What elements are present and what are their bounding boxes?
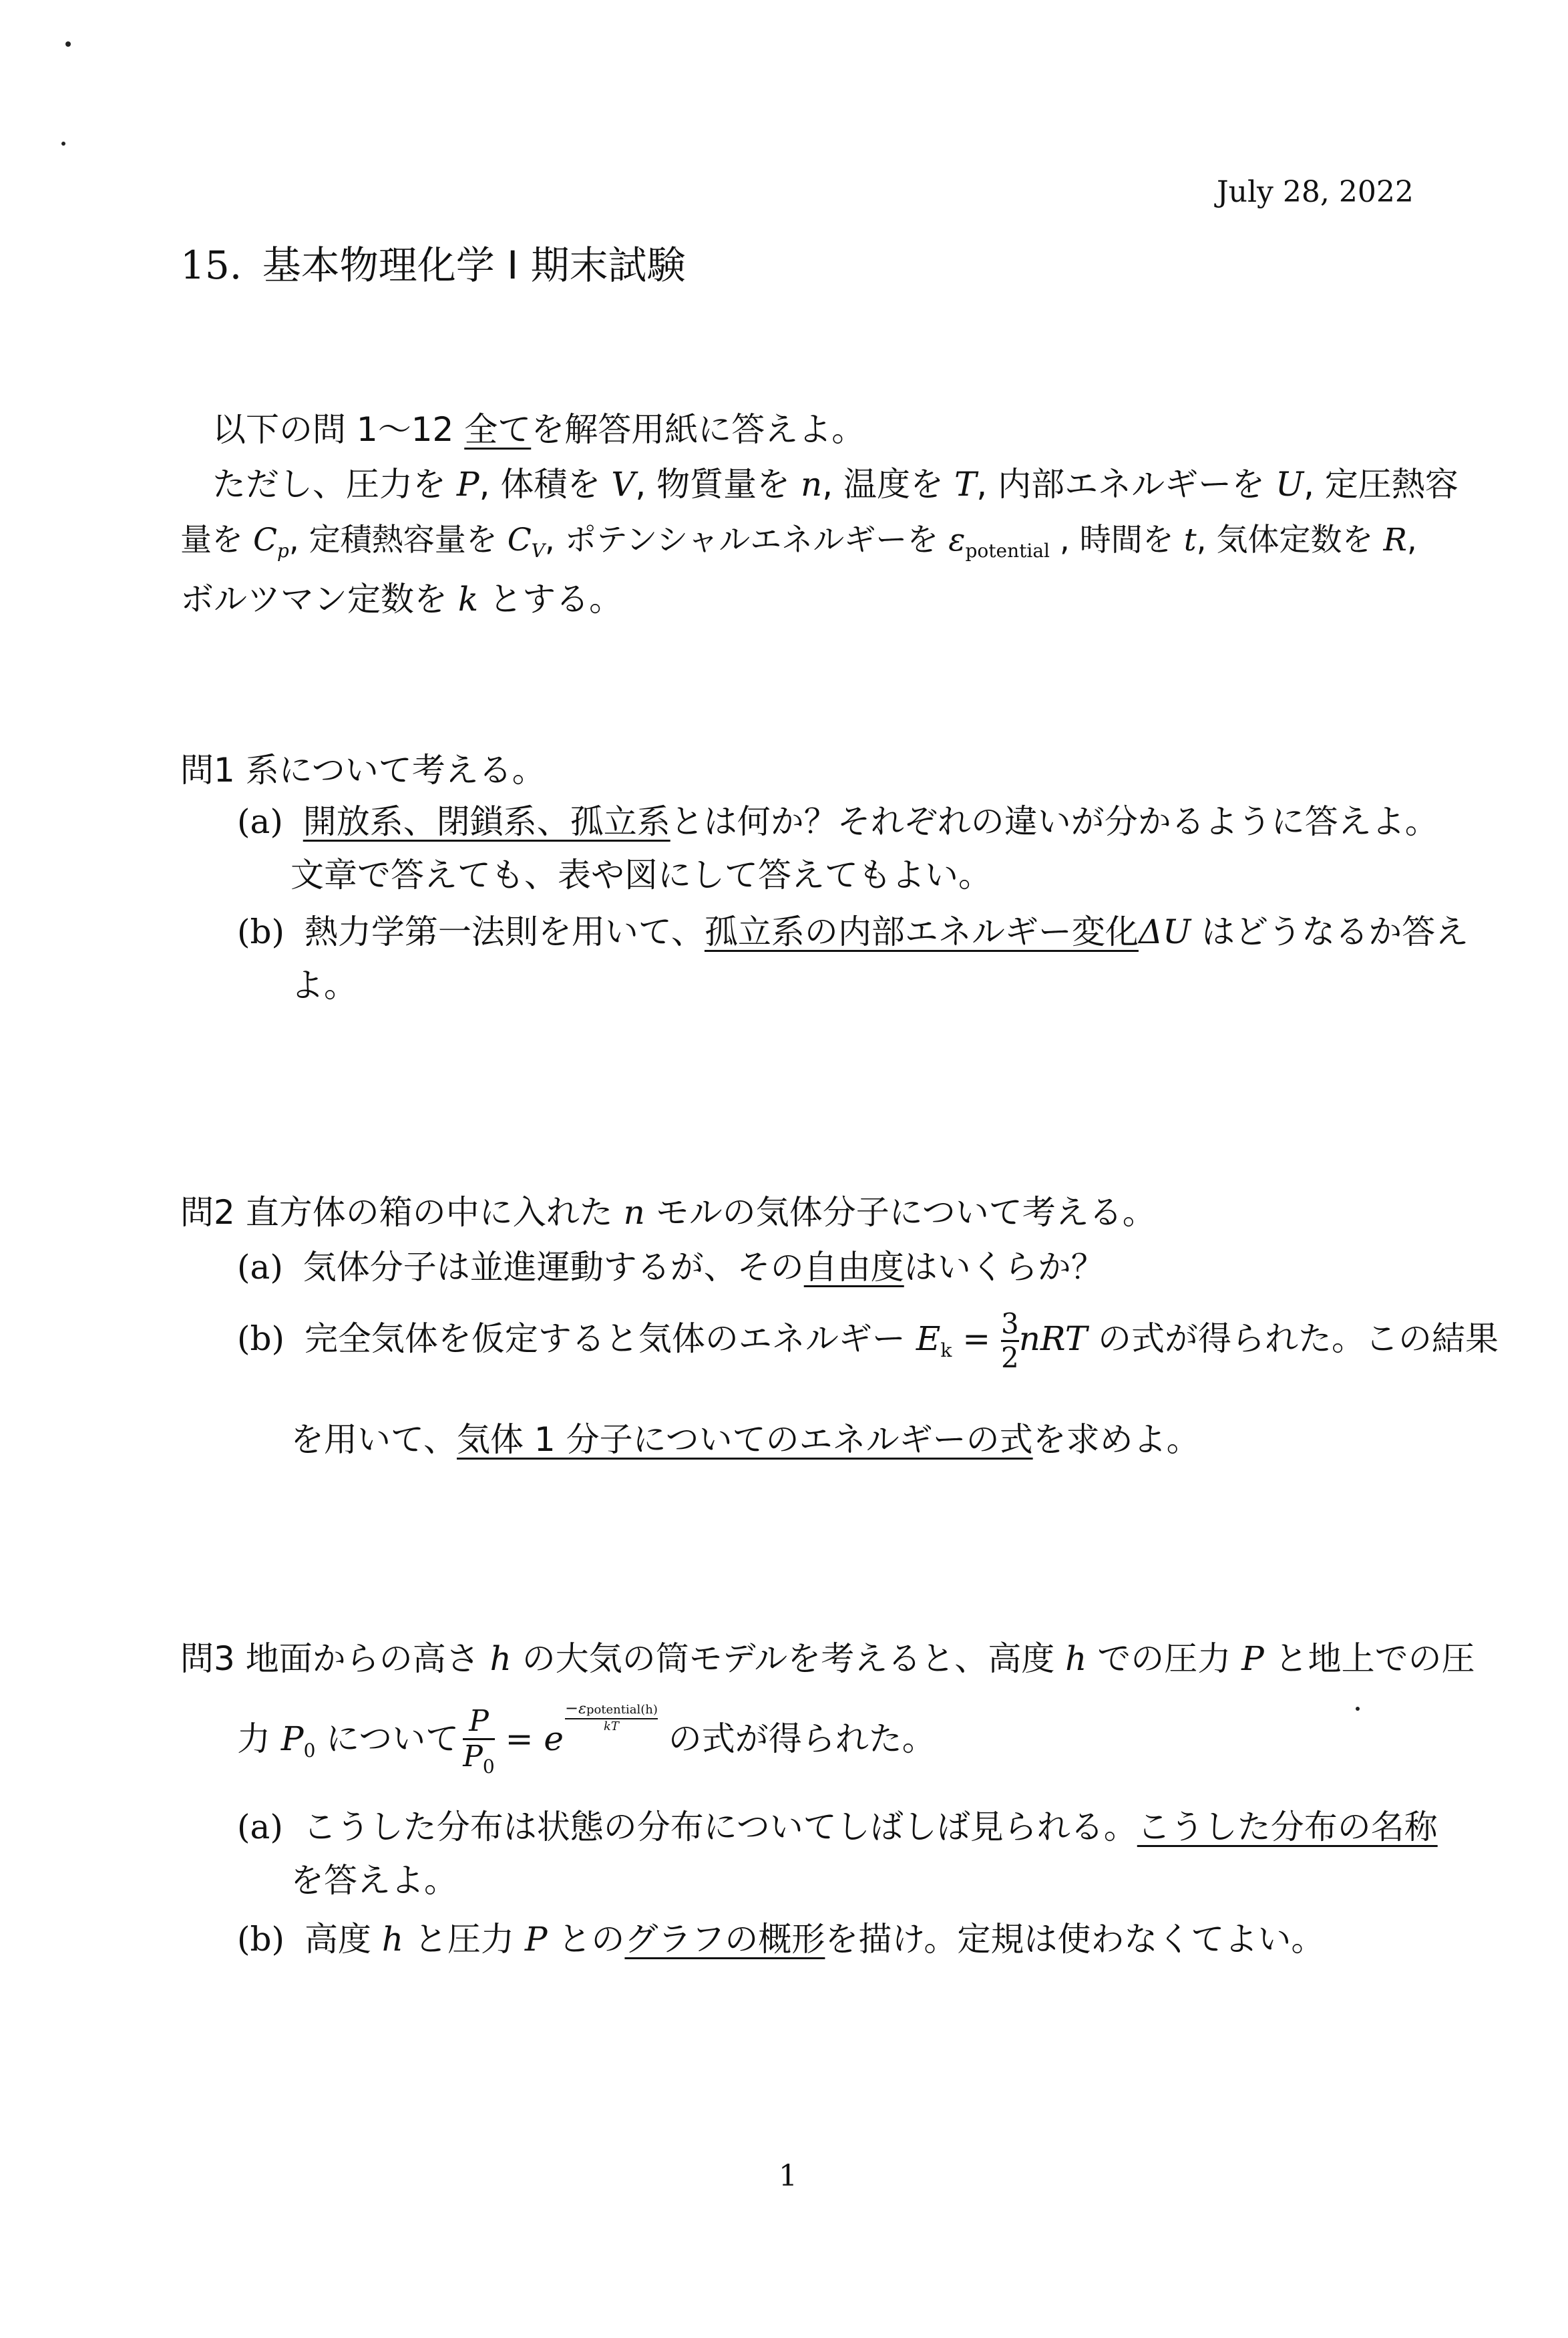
q3-formula-line: 力 $P_0$ について $\frac{P}{P_0}$ = e $\frac{\text{−εpotential(h)}}{kT}$ の式が得られた。 (237, 1699, 936, 1778)
q2-heading: 問2 直方体の箱の中に入れた n モルの気体分子について考える。 (180, 1193, 1156, 1232)
q3-heading: 問3 地面からの高さ h の大気の筒モデルを考えると、高度 h での圧力 P と地上での圧 (180, 1639, 1475, 1678)
emphasis-all: 全て (464, 410, 532, 449)
exam-date: July 28, 2022 (1217, 175, 1414, 209)
page-number: 1 (779, 2159, 797, 2193)
fraction-three-halves: $\frac{3}{2}$ (1001, 1307, 1019, 1375)
scan-speck (65, 41, 71, 47)
q1-heading: 問1 系について考える。 (180, 751, 546, 790)
intro-line-4: ボルツマン定数を k とする。 (180, 580, 623, 619)
title-text: 基本物理化学 I 期末試験 (262, 242, 686, 288)
q1-a-line2: 文章で答えても、表や図にして答えてもよい。 (290, 856, 992, 894)
scan-speck (61, 142, 65, 146)
q1-b: (b) 熱力学第一法則を用いて、孤立系の内部エネルギー変化ΔU はどうなるか答え (237, 912, 1469, 951)
scan-speck (1356, 1707, 1360, 1711)
q1-b-line2: よ。 (290, 966, 357, 1005)
intro-line-3: 量を $C_p$, 定積熱容量を $C_V$, ポテンシャルエネルギーを $\varepsilon_{potential}$ , 時間を t, 気体定数を R, (180, 522, 1417, 562)
title-number: 15. (180, 242, 242, 288)
q3-b: (b) 高度 h と圧力 P とのグラフの概形を描け。定規は使わなくてよい。 (237, 1920, 1325, 1959)
q2-b: (b) 完全気体を仮定すると気体のエネルギー $E_k$ = $\frac{3}{2}$ nRT の式が得られた。この結果 (237, 1307, 1499, 1375)
fraction-P-over-P0: $\frac{P}{P_0}$ (463, 1703, 495, 1778)
exponent-fraction: $\frac{\text{−εpotential(h)}}{kT}$ (565, 1699, 658, 1734)
page-title (180, 234, 686, 290)
q3-a-line2: を答えよ。 (290, 1861, 457, 1900)
intro-line-1: 以下の問 1〜12 全てを解答用紙に答えよ。 (212, 410, 865, 449)
q2-a: (a) 気体分子は並進運動するが、その自由度はいくらか？ (237, 1248, 1105, 1287)
q2-b-line2: を用いて、気体 1 分子についてのエネルギーの式を求めよ。 (290, 1420, 1200, 1459)
q3-a: (a) こうした分布は状態の分布についてしばしば見られる。こうした分布の名称 (237, 1808, 1438, 1846)
intro-line-2: ただし、圧力を P, 体積を V, 物質量を n, 温度を T, 内部エネルギーを U, 定圧熱容 (212, 465, 1458, 504)
q1-a: (a) 開放系、閉鎖系、孤立系とは何か？それぞれの違いが分かるように答えよ。 (237, 802, 1438, 841)
